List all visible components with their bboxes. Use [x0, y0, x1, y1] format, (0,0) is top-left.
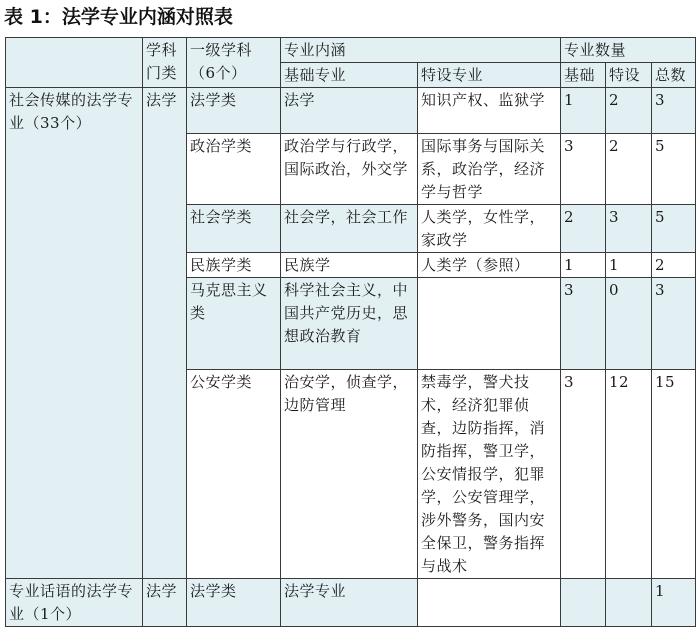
discipline-cell: 政治学类	[187, 134, 281, 205]
count-special-cell: 2	[606, 88, 652, 134]
basic-cell: 政治学与行政学，国际政治，外交学	[281, 134, 418, 205]
count-basic-cell: 3	[561, 134, 606, 205]
count-basic-cell: 1	[561, 88, 606, 134]
count-special-cell: 3	[606, 205, 652, 253]
comparison-table	[5, 37, 696, 627]
basic-cell: 科学社会主义，中国共产党历史，思想政治教育	[281, 278, 418, 370]
special-cell: 人类学，女性学，家政学	[418, 205, 561, 253]
header-blank	[6, 38, 143, 88]
group-category: 法学	[143, 579, 187, 627]
basic-cell: 法学	[281, 88, 418, 134]
discipline-cell: 马克思主义类	[187, 278, 281, 370]
header-basic: 基础专业	[281, 63, 418, 88]
count-total-cell: 3	[652, 88, 696, 134]
header-count-basic: 基础	[561, 63, 606, 88]
special-cell	[418, 278, 561, 370]
discipline-cell: 民族学类	[187, 253, 281, 278]
count-special-cell: 2	[606, 134, 652, 205]
count-basic-cell: 3	[561, 370, 606, 579]
count-basic-cell: 2	[561, 205, 606, 253]
special-cell: 人类学（参照）	[418, 253, 561, 278]
count-total-cell: 15	[652, 370, 696, 579]
header-count-special: 特设	[606, 63, 652, 88]
header-first-level: 一级学科（6个）	[187, 38, 281, 88]
basic-cell: 社会学，社会工作	[281, 205, 418, 253]
header-count-total: 总数	[652, 63, 696, 88]
count-special-cell	[606, 579, 652, 627]
special-cell: 知识产权、监狱学	[418, 88, 561, 134]
basic-cell: 治安学，侦查学，边防管理	[281, 370, 418, 579]
group-name: 专业话语的法学专业（1个）	[6, 579, 143, 627]
discipline-cell: 法学类	[187, 88, 281, 134]
header-row-1	[6, 38, 696, 63]
group-category: 法学	[143, 88, 187, 579]
header-connotation: 专业内涵	[281, 38, 561, 63]
count-total-cell: 5	[652, 205, 696, 253]
count-special-cell: 0	[606, 278, 652, 370]
count-total-cell: 1	[652, 579, 696, 627]
count-special-cell: 1	[606, 253, 652, 278]
header-count: 专业数量	[561, 38, 696, 63]
count-basic-cell	[561, 579, 606, 627]
count-special-cell: 12	[606, 370, 652, 579]
header-special: 特设专业	[418, 63, 561, 88]
count-total-cell: 3	[652, 278, 696, 370]
group-name: 社会传媒的法学专业（33个）	[6, 88, 143, 579]
table-row	[6, 88, 696, 134]
discipline-cell: 公安学类	[187, 370, 281, 579]
count-basic-cell: 1	[561, 253, 606, 278]
discipline-cell: 社会学类	[187, 205, 281, 253]
basic-cell: 民族学	[281, 253, 418, 278]
basic-cell: 法学专业	[281, 579, 418, 627]
special-cell: 国际事务与国际关系，政治学，经济学与哲学	[418, 134, 561, 205]
count-total-cell: 2	[652, 253, 696, 278]
table-title: 表 1：法学专业内涵对照表	[4, 6, 233, 28]
header-category: 学科门类	[143, 38, 187, 88]
table-row	[6, 579, 696, 627]
count-total-cell: 5	[652, 134, 696, 205]
discipline-cell: 法学类	[187, 579, 281, 627]
special-cell	[418, 579, 561, 627]
special-cell: 禁毒学，警犬技术，经济犯罪侦查，边防指挥，消防指挥，警卫学，公安情报学，犯罪学，公安管理学，涉外警务，国内安全保卫，警务指挥与战术	[418, 370, 561, 579]
count-basic-cell: 3	[561, 278, 606, 370]
